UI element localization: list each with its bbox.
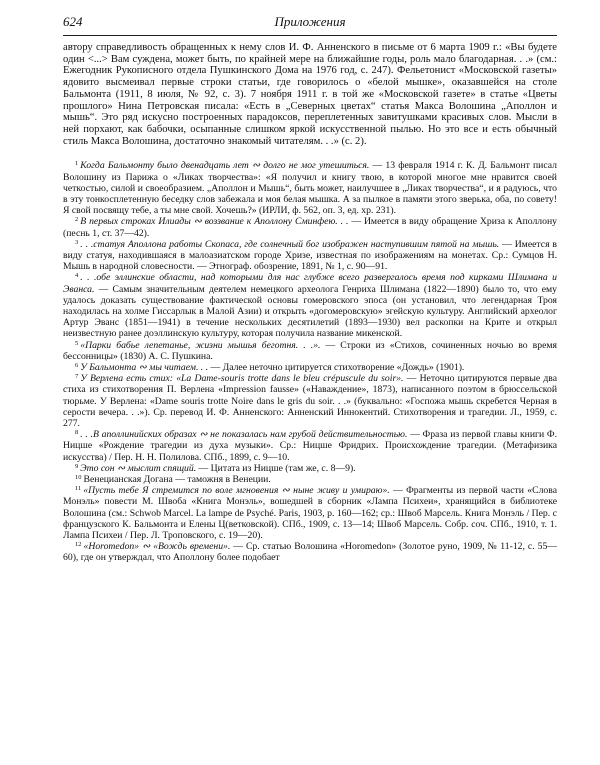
footnote-lead: «Horomedon» ∾ «Вождь времени». [83, 541, 231, 553]
running-title: Приложения [274, 14, 346, 29]
footnote-lead: . . .обе эллинские области, над которыми для нас глубже всего развергалось время под кирками Шлимана и Эванса. [63, 272, 557, 295]
footnote [63, 362, 557, 373]
footnote [63, 160, 557, 216]
footnote-number: 1 [75, 160, 79, 168]
footnote-text: — Имеется в виду статуя, находившаяся в малоазиатском городе Хризе, известная по изображениям на монетах. Ср.: Сумцов Н. Мышь в народной словесности. — Этнограф. обозрение, 1891, № 1, с. 90—91. [63, 238, 557, 273]
page-number: 624 [63, 14, 83, 29]
footnote-text: — Ср. статью Волошина «Horomedon» (Золотое руно, 1909, № 11-12, с. 55—60), где он утверждал, что Аполлону более подобает [63, 541, 557, 564]
footnote [63, 463, 557, 474]
footnote [63, 485, 557, 541]
footnote-lead: Когда Бальмонту было двенадцать лет ∾ долго не мог утешиться. [80, 160, 370, 172]
footnote-text: — Далее неточно цитируется стихотворение «Дождь» (1901). [208, 361, 465, 373]
running-header [63, 14, 557, 34]
page [63, 14, 557, 564]
footnote-number: 12 [75, 541, 82, 549]
footnote-text: — Неточно цитируются первые два стиха из стихотворения П. Верлена «Impression fausse» («Наваждение», 1873), написанного поэтом в брюссельской тюрьме. У Верлена: «Dame souris trotte Noire dans le gris du soir. . .» (буквально: «Госпожа мышь скребется Черная в серости вечера. . .»). Ср. перевод И. Ф. Анненского: Анненский Иннокентий. Стихотворения и трагедии. Л., 1959, с. 277. [63, 373, 557, 429]
footnote [63, 429, 557, 463]
footnote-lead: У Бальмонта ∾ мы читаем. . . [80, 361, 209, 373]
footnote-text: — Имеется в виду обращение Хриза к Аполлону (песнь 1, ст. 37—42). [63, 216, 558, 239]
footnote-lead: «Пусть тебе Я стремится по воле мгновения ∾ ныне живу и умираю». [83, 485, 390, 497]
header-rule [63, 35, 557, 36]
footnote [63, 541, 557, 563]
footnote-number: 7 [75, 373, 79, 381]
footnote-text: — Строки из «Стихов, сочиненных ночью во время бессонницы» (1830) А. С. Пушкина. [63, 339, 557, 362]
footnote [63, 272, 557, 339]
footnote [63, 239, 557, 273]
footnote [63, 373, 557, 429]
footnote-lead: . . .В аполлинийских образах ∾ не показалась нам грубой действительностью. [80, 429, 408, 441]
footnote-number: 10 [75, 474, 82, 482]
footnote-number: 6 [75, 361, 79, 369]
footnote-number: 8 [75, 429, 79, 437]
footnote-number: 4 [75, 272, 79, 280]
footnote-text: — Самым значительным деятелем немецкого археолога Генриха Шлимана (1822—1890) было то, что ему удалось доказать существование фактической основы гомеровского эпоса (он установил, что легендарная Троя находилась на холме Гиссарлык в Малой Азии) и открыть «догомеровскую» эгейскую культуру. Английский археолог Артур Эванс (1851—1941) в течение нескольких десятилетий (1893—1930) вел раскопки на Крите и открыл неизвестную ранее доэллинскую культуру, которая получила название микенской. [63, 283, 557, 340]
footnote-number: 5 [75, 339, 79, 347]
footnote-lead: Это сон ∾ мыслит спящий. [80, 462, 197, 474]
footnote-number: 3 [75, 238, 79, 246]
footnote-lead: . . .статуя Аполлона работы Скопаса, где солнечный бог изображен наступившим пятой на мышь. [80, 238, 500, 250]
footnote-text: — Фраза из первой главы книги Ф. Ницше «Рождение трагедии из духа музыки». Ср.: Ницше Фридрих. Происхождение трагедии. (Метафизика искусства) / Пер. Н. Н. Полилова. СПб., 1899, с. 9—10. [63, 429, 558, 463]
main-paragraph: автору справедливость обращенных к нему слов И. Ф. Анненского в письме от 6 марта 1909 г.: «Вы будете один <...> Вам суждена, может быть, по крайней мере на ближайшие годы, роль мало благодарная. . .» (см.: Ежегодник Рукописного отдела Пушкинского Дома на 1976 год, с. 247). Фельетонист «Московской газеты» ядовито высмеивал первые строки статьи, где говорилось о «белой мышке», оказавшейся на столе Бальмонта (1911, 8 июля, № 92, с. 3). 7 ноября 1911 г. в той же «Московской газете» в статье «Цветы прошлого» Нина Петровская писала: «Есть в „Северных цветах“ статья Макса Волошина „Аполлон и мышь“. Это ряд искусно построенных парадоксов, переплетенных завитушками красивых слов. Мысли в ней порхают, как бабочки, осыпанные слишком яркой искусственной пылью. Но это все и есть обычный стиль Макса Волошина, достаточно знакомый читателям. . .» (с. 2). [63, 42, 557, 147]
footnote-text: Венецианская Догана — таможня в Венеции. [83, 474, 271, 486]
footnote-text: — Цитата из Ницше (там же, с. 8—9). [196, 462, 356, 474]
footnote-number: 2 [75, 216, 79, 224]
footnote-lead: В первых строках Илиады ∾ воззвание к Аполлону Сминфею. . . [80, 216, 349, 228]
footnote-text: — Фрагменты из первой части «Слова Монэль» повести М. Швоба «Книга Монэль», вошедшей в сборник «Лампа Психеи», хранящийся в библиотеке Волошина (см.: Schwob Marcel. La lampe de Psyché. Paris, 1903, p. 160—162; ср.: Швоб Марсель. Книга Монэль / Пер. с французского К. Бальмонта и Елены Ц(ветковской). СПб., 1909, с. 13—14; Швоб Марсель. Собр. соч. СПб., 1910, т. 1. Лампа Психеи / Пер. Л. Троповского, с. 19—20). [63, 485, 557, 542]
main-text [63, 42, 557, 147]
footnote [63, 474, 557, 485]
footnote [63, 340, 557, 362]
footnotes [63, 160, 557, 563]
footnote [63, 216, 557, 238]
footnote-lead: «Парки бабье лепетанье, жизни мышья беготня. . .». [80, 339, 321, 351]
footnote-text: — 13 февраля 1914 г. К. Д. Бальмонт писал Волошину из Парижа о «Ликах творчества»: «Я получил и книгу твою, в которой многое мне нравится своей четкостью, силой и своеобразием. „Аполлон и Мышь“, быть может, наилучшее в „Ликах творчества“, и я радуюсь, что в эту тонкосплетенную беседку слов забежала и моя белая мышка. А за пылкое в памяти этого зверька, оба, по совету! Я свой посвящу тебе, а ты мне свой. Хочешь?» (ИРЛИ, ф. 562, оп. 3, ед. хр. 231). [63, 160, 558, 217]
footnote-number: 9 [75, 462, 79, 470]
footnote-lead: У Верлена есть стих: «La Dame-souris trotte dans le bleu crépuscule du soir». [80, 373, 404, 385]
footnote-number: 11 [75, 485, 82, 493]
